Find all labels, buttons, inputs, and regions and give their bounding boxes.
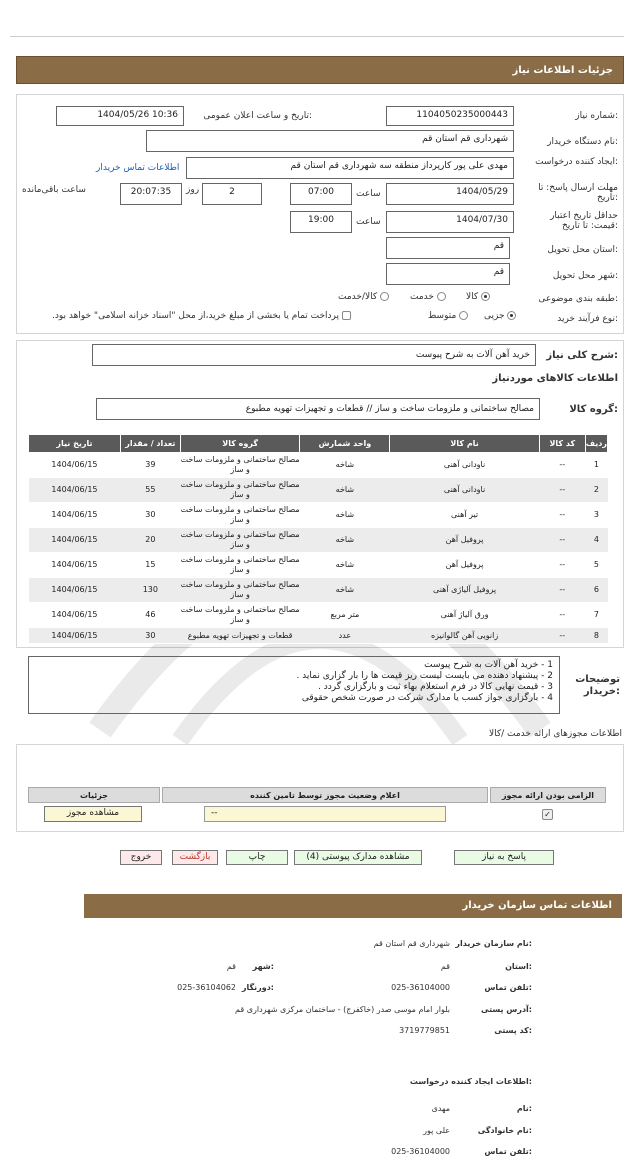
contact-city: قم: [226, 962, 236, 971]
table-row: [29, 528, 608, 553]
cell-quantity: 30: [120, 503, 180, 528]
attachments-button[interactable]: مشاهده مدارک پیوستی (4): [294, 850, 422, 865]
contact-city-label: شهر:: [252, 962, 274, 971]
creator-family: علی پور: [423, 1126, 450, 1135]
reply-button[interactable]: پاسخ به نیاز: [454, 850, 554, 865]
header-item-code: کد کالا: [539, 435, 585, 453]
days-field: 2: [202, 183, 262, 205]
goods-info-title: اطلاعات کالاهای موردنیاز: [492, 373, 618, 384]
contact-phone: 025-36104000: [391, 983, 450, 992]
cell-row-number: 8: [585, 628, 607, 644]
header-unit: واحد شمارش: [300, 435, 390, 453]
cell-name: پروفیل آهن: [390, 553, 540, 578]
validity-time-label: ساعت: [356, 217, 381, 227]
cell-row-number: 5: [585, 553, 607, 578]
cell-date: 1404/06/15: [29, 528, 121, 553]
cell-quantity: 20: [120, 528, 180, 553]
contact-fax: 025-36104062: [177, 983, 236, 992]
need-number-label: شماره نیاز:: [575, 111, 618, 121]
deadline-time-label: ساعت: [356, 189, 381, 199]
process-radio-minor[interactable]: جزیی: [484, 311, 516, 321]
province-field: قم: [386, 237, 510, 259]
category-radio-service[interactable]: خدمت: [410, 292, 446, 302]
category-radio-both[interactable]: کالا/خدمت: [338, 292, 389, 302]
cell-unit: شاخه: [300, 478, 390, 503]
radio-icon: [437, 292, 446, 301]
contact-address-label: آدرس پستی:: [481, 1005, 532, 1014]
radio-selected-icon: [481, 292, 490, 301]
header-item-name: نام کالا: [390, 435, 540, 453]
cell-row-number: 6: [585, 578, 607, 603]
cell-quantity: 30: [120, 628, 180, 644]
checkbox-icon: [342, 311, 351, 320]
top-divider: [10, 36, 624, 37]
table-row: [29, 578, 608, 603]
creator-label: ایجاد کننده درخواست:: [535, 157, 618, 167]
table-row: [29, 478, 608, 503]
buyer-notes-label: توضیحات خریدار:: [575, 674, 620, 697]
note-line: 4 - بارگزاری جواز کسب یا مدارک شرکت در صورت شخص حقوقی: [301, 693, 553, 703]
header-group: گروه کالا: [180, 435, 300, 453]
contact-fax-label: دورنگار:: [241, 983, 274, 992]
cell-quantity: 15: [120, 553, 180, 578]
deadline-label: مهلت ارسال پاسخ: تا تاریخ:: [538, 183, 618, 203]
note-line: 3 - قیمت نهایی کالا در فرم استعلام بهاء ثبت و بارگزاری گردد .: [318, 682, 553, 692]
table-row: [29, 503, 608, 528]
cell-unit: شاخه: [300, 528, 390, 553]
cell-unit: متر مربع: [300, 603, 390, 628]
deadline-date-field: 1404/05/29: [386, 183, 514, 205]
need-number-field: 1104050235000443: [386, 106, 514, 126]
cell-group: مصالح ساختمانی و ملزومات ساخت و ساز: [180, 503, 300, 528]
cell-date: 1404/06/15: [29, 503, 121, 528]
cell-row-number: 2: [585, 478, 607, 503]
province-label: استان محل تحویل:: [547, 245, 618, 255]
cell-quantity: 46: [120, 603, 180, 628]
cell-name: زانویی آهن گالوانیزه: [390, 628, 540, 644]
cell-quantity: 130: [120, 578, 180, 603]
cell-unit: شاخه: [300, 578, 390, 603]
cell-row-number: 1: [585, 453, 607, 478]
buyer-org-field: شهرداری قم استان قم: [146, 130, 514, 152]
summary-label: شرح کلی نیاز:: [546, 350, 618, 361]
process-label: نوع فرآیند خرید:: [557, 314, 618, 324]
table-row: [29, 553, 608, 578]
cell-date: 1404/06/15: [29, 453, 121, 478]
header-quantity: تعداد / مقدار: [120, 435, 180, 453]
cell-code: --: [539, 453, 585, 478]
goods-group-label: گروه کالا:: [569, 404, 618, 415]
cell-code: --: [539, 503, 585, 528]
validity-time-field: 19:00: [290, 211, 352, 233]
contact-province-label: استان:: [505, 962, 532, 971]
cell-group: مصالح ساختمانی و ملزومات ساخت و ساز: [180, 603, 300, 628]
view-permit-button[interactable]: مشاهده مجوز: [44, 806, 142, 822]
goods-group-field: مصالح ساختمانی و ملزومات ساخت و ساز // قطعات و تجهیزات تهویه مطبوع: [96, 398, 540, 420]
cell-group: مصالح ساختمانی و ملزومات ساخت و ساز: [180, 553, 300, 578]
creator-phone-label: تلفن تماس:: [484, 1147, 532, 1156]
remaining-label: ساعت باقی‌مانده: [22, 185, 86, 195]
cell-unit: عدد: [300, 628, 390, 644]
creator-field: مهدی علی پور کارپرداز منطقه سه شهرداری قم استان قم: [186, 157, 514, 179]
deadline-time-field: 07:00: [290, 183, 352, 205]
cell-group: مصالح ساختمانی و ملزومات ساخت و ساز: [180, 478, 300, 503]
contact-org: شهرداری قم استان قم: [373, 939, 450, 948]
cell-date: 1404/06/15: [29, 578, 121, 603]
cell-code: --: [539, 478, 585, 503]
buyer-notes-box: [28, 656, 560, 714]
cell-group: قطعات و تجهیزات تهویه مطبوع: [180, 628, 300, 644]
announce-label: تاریخ و ساعت اعلان عمومی:: [203, 111, 312, 121]
cell-name: ناودانی آهنی: [390, 453, 540, 478]
city-label: شهر محل تحویل:: [552, 271, 618, 281]
creator-name: مهدی: [431, 1104, 450, 1113]
cell-unit: شاخه: [300, 553, 390, 578]
summary-field: خرید آهن آلات به شرح پیوست: [92, 344, 536, 366]
cell-name: پروفیل آلیاژی آهنی: [390, 578, 540, 603]
category-radio-goods[interactable]: کالا: [466, 292, 490, 302]
cell-code: --: [539, 528, 585, 553]
buyer-org-label: نام دستگاه خریدار:: [547, 137, 618, 147]
cell-name: ناودانی آهنی: [390, 478, 540, 503]
creator-family-label: نام خانوادگی:: [477, 1126, 532, 1135]
cell-date: 1404/06/15: [29, 628, 121, 644]
cell-quantity: 55: [120, 478, 180, 503]
note-line: 2 - پیشنهاد دهنده می بایست لیست ریز قیمت ها را بار گزاری نماید .: [296, 671, 553, 681]
permit-status-field: --: [204, 806, 446, 822]
announce-field: 1404/05/26 10:36: [56, 106, 184, 126]
cell-date: 1404/06/15: [29, 553, 121, 578]
validity-date-field: 1404/07/30: [386, 211, 514, 233]
validity-label: حداقل تاریخ اعتبار قیمت: تا تاریخ:: [550, 211, 618, 231]
day-label: روز: [186, 185, 200, 195]
cell-code: --: [539, 628, 585, 644]
permits-title: اطلاعات مجوزهای ارائه خدمت /کالا: [488, 729, 622, 739]
cell-row-number: 7: [585, 603, 607, 628]
header-need-date: تاریخ نیاز: [29, 435, 121, 453]
cell-name: پروفیل آهن: [390, 528, 540, 553]
cell-code: --: [539, 603, 585, 628]
table-row: [29, 628, 608, 644]
cell-date: 1404/06/15: [29, 478, 121, 503]
contact-province: قم: [440, 962, 450, 971]
table-row: [29, 603, 608, 628]
cell-name: تیر آهنی: [390, 503, 540, 528]
contact-title: اطلاعات تماس سازمان خریدار: [84, 894, 622, 918]
contact-address: بلوار امام موسی صدر (خاکفرج) - ساختمان مرکزی شهرداری قم: [235, 1005, 450, 1014]
items-table: [28, 434, 608, 644]
page-title: جزئیات اطلاعات نیاز: [16, 56, 624, 84]
creator-name-label: نام:: [516, 1104, 532, 1113]
contact-phone-label: تلفن تماس:: [484, 983, 532, 992]
creator-phone: 025-36104000: [391, 1147, 450, 1156]
cell-date: 1404/06/15: [29, 603, 121, 628]
cell-code: --: [539, 578, 585, 603]
city-field: قم: [386, 263, 510, 285]
contact-postal: 3719779851: [399, 1026, 450, 1035]
payment-note-checkbox[interactable]: پرداخت تمام یا بخشی از مبلغ خرید،از محل "اسناد خزانه اسلامی" خواهد بود.: [52, 311, 351, 321]
cell-quantity: 39: [120, 453, 180, 478]
cell-row-number: 3: [585, 503, 607, 528]
table-header-row: [29, 435, 608, 453]
items-table-wrapper: [28, 434, 608, 650]
cell-code: --: [539, 553, 585, 578]
header-row-number: ردیف: [585, 435, 607, 453]
radio-icon: [380, 292, 389, 301]
cell-group: مصالح ساختمانی و ملزومات ساخت و ساز: [180, 528, 300, 553]
cell-group: مصالح ساختمانی و ملزومات ساخت و ساز: [180, 453, 300, 478]
process-radio-medium[interactable]: متوسط: [428, 311, 468, 321]
cell-row-number: 4: [585, 528, 607, 553]
permit-header-required: الزامی بودن ارائه مجوز: [490, 787, 606, 803]
remaining-time-field: 20:07:35: [120, 183, 182, 205]
print-button[interactable]: چاپ: [226, 850, 288, 865]
exit-button[interactable]: خروج: [120, 850, 162, 865]
table-row: [29, 453, 608, 478]
permit-header-details: جزئیات: [28, 787, 160, 803]
cell-name: ورق آلیاژ آهنی: [390, 603, 540, 628]
cell-unit: شاخه: [300, 453, 390, 478]
note-line: 1 - خرید آهن آلات به شرح پیوست: [424, 660, 553, 670]
permit-header-status: اعلام وضعیت مجوز توسط تامین کننده: [162, 787, 488, 803]
radio-selected-icon: [507, 311, 516, 320]
contact-postal-label: کد پستی:: [494, 1026, 532, 1035]
radio-icon: [459, 311, 468, 320]
back-button[interactable]: بازگشت: [172, 850, 218, 865]
cell-unit: شاخه: [300, 503, 390, 528]
buyer-contact-link[interactable]: اطلاعات تماس خریدار: [96, 163, 180, 173]
cell-group: مصالح ساختمانی و ملزومات ساخت و ساز: [180, 578, 300, 603]
permit-required-checkbox: ✓: [542, 809, 553, 820]
category-label: طبقه بندی موضوعی:: [538, 294, 618, 304]
contact-org-label: نام سازمان خریدار:: [455, 939, 532, 948]
creator-info-title: اطلاعات ایجاد کننده درخواست:: [409, 1077, 532, 1086]
